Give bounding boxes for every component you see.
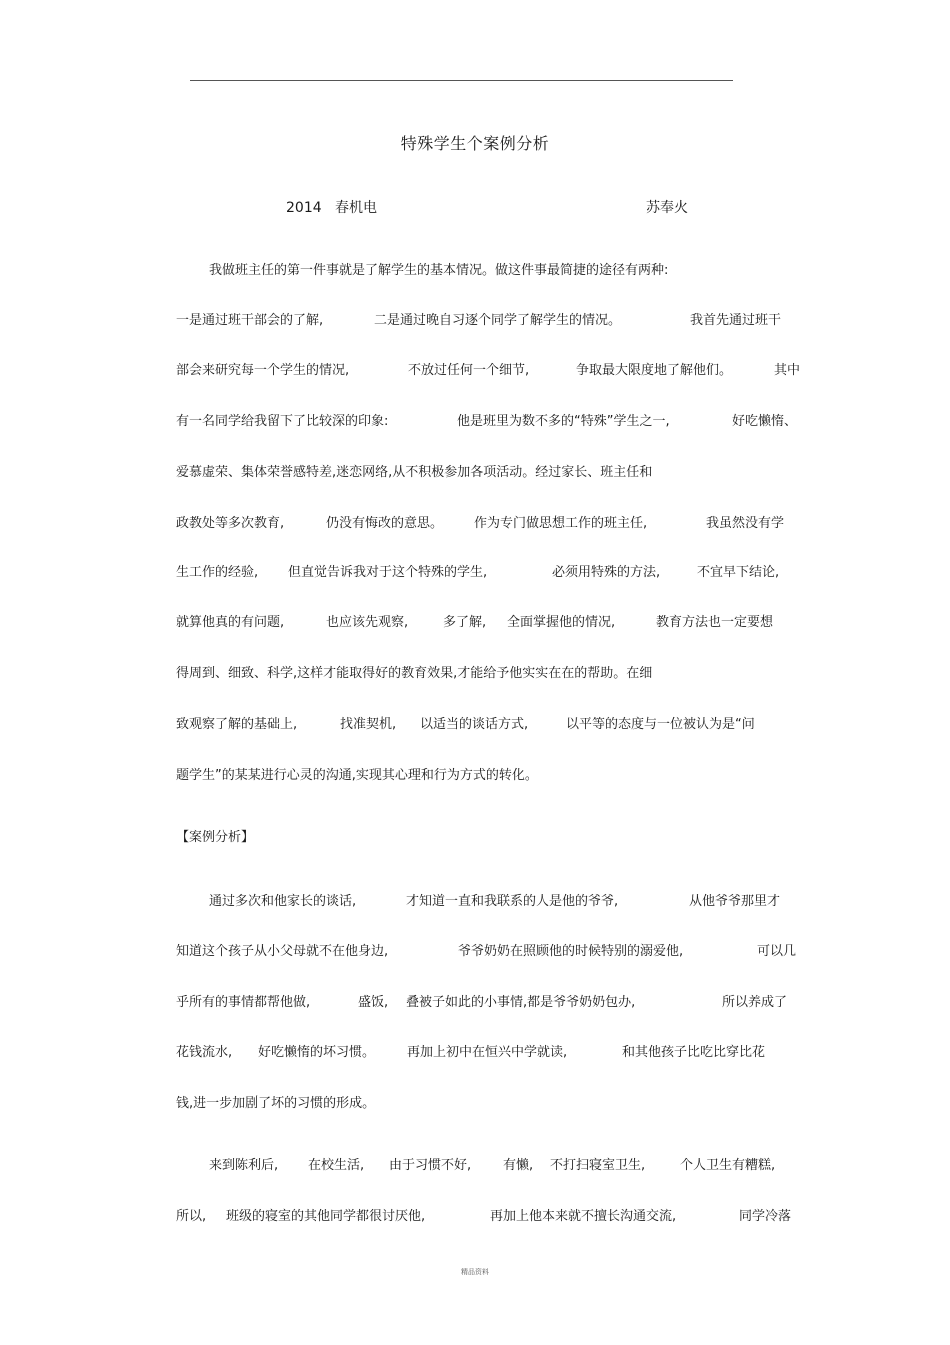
text-segment: 不打扫寝室卫生, — [550, 1158, 646, 1173]
document-title: 特殊学生个案例分析 — [400, 134, 550, 153]
text-segment: 以适当的谈话方式, — [420, 717, 529, 732]
text-segment: 教育方法也一定要想 — [656, 615, 774, 630]
text-segment: 可以几 — [757, 944, 797, 959]
text-segment: 找准契机, — [340, 717, 397, 732]
text-segment: 爱慕虚荣、集体荣誉感特差,迷恋网络,从不积极参加各项活动。经过家长、班主任和 — [176, 465, 653, 480]
page-footer: 精品资料 — [461, 1268, 489, 1276]
text-segment: 所以, — [176, 1209, 207, 1224]
text-segment: 生工作的经验, — [176, 565, 259, 580]
text-segment: 花钱流水, — [176, 1045, 233, 1060]
text-segment: 好吃懒惰的坏习惯。 — [258, 1045, 376, 1060]
text-segment: 叠被子如此的小事情,都是爷爷奶奶包办, — [406, 995, 636, 1010]
text-segment: 由于习惯不好, — [389, 1158, 472, 1173]
text-segment: 乎所有的事情都帮他做, — [176, 995, 311, 1010]
text-segment: 全面掌握他的情况, — [507, 615, 616, 630]
text-segment: 题学生”的某某进行心灵的沟通,实现其心理和行为方式的转化。 — [176, 768, 538, 783]
text-segment: 不宜早下结论, — [697, 565, 780, 580]
text-segment: 通过多次和他家长的谈话, — [209, 894, 357, 909]
text-segment: 我做班主任的第一件事就是了解学生的基本情况。做这件事最简捷的途径有两种: — [209, 263, 669, 278]
text-segment: 才知道一直和我联系的人是他的爷爷, — [406, 894, 619, 909]
header-rule — [190, 80, 733, 81]
text-segment: 作为专门做思想工作的班主任, — [474, 516, 648, 531]
text-segment: 同学冷落 — [739, 1209, 792, 1224]
byline-class: 2014 春机电 — [286, 200, 377, 216]
text-segment: 必须用特殊的方法, — [552, 565, 661, 580]
text-segment: 致观察了解的基础上, — [176, 717, 298, 732]
text-segment: 以平等的态度与一位被认为是“问 — [566, 717, 755, 732]
text-segment: 个人卫生有糟糕, — [680, 1158, 776, 1173]
text-segment: 钱,进一步加剧了坏的习惯的形成。 — [176, 1096, 376, 1111]
text-segment: 仍没有悔改的意思。 — [326, 516, 444, 531]
text-segment: 部会来研究每一个学生的情况, — [176, 363, 350, 378]
text-segment: 我首先通过班干 — [690, 313, 782, 328]
byline-author: 苏奉火 — [646, 200, 688, 216]
text-segment: 但直觉告诉我对于这个特殊的学生, — [288, 565, 488, 580]
text-segment: 有一名同学给我留下了比较深的印象: — [176, 414, 389, 429]
text-segment: 和其他孩子比吃比穿比花 — [622, 1045, 766, 1060]
text-segment: 从他爷爷那里才 — [689, 894, 781, 909]
text-segment: 我虽然没有学 — [706, 516, 785, 531]
text-segment: 盛饭, — [358, 995, 389, 1010]
text-segment: 得周到、细致、科学,这样才能取得好的教育效果,才能给予他实实在在的帮助。在细 — [176, 666, 653, 681]
text-segment: 班级的寝室的其他同学都很讨厌他, — [226, 1209, 426, 1224]
text-segment: 再加上初中在恒兴中学就读, — [407, 1045, 568, 1060]
text-segment: 爷爷奶奶在照顾他的时候特别的溺爱他, — [458, 944, 684, 959]
text-segment: 好吃懒惰、 — [732, 414, 798, 429]
text-segment: 所以养成了 — [722, 995, 788, 1010]
text-segment: 政教处等多次教育, — [176, 516, 285, 531]
text-segment: 【案例分析】 — [176, 830, 255, 845]
text-segment: 再加上他本来就不擅长沟通交流, — [490, 1209, 677, 1224]
text-segment: 知道这个孩子从小父母就不在他身边, — [176, 944, 389, 959]
text-segment: 他是班里为数不多的“特殊”学生之一, — [457, 414, 670, 429]
text-segment: 一是通过班干部会的了解, — [176, 313, 324, 328]
text-segment: 来到陈利后, — [209, 1158, 279, 1173]
text-segment: 不放过任何一个细节, — [408, 363, 530, 378]
text-segment: 在校生活, — [308, 1158, 365, 1173]
text-segment: 就算他真的有问题, — [176, 615, 285, 630]
text-segment: 其中 — [774, 363, 801, 378]
text-segment: 争取最大限度地了解他们。 — [576, 363, 733, 378]
text-segment: 有懒, — [503, 1158, 534, 1173]
text-segment: 也应该先观察, — [326, 615, 409, 630]
text-segment: 多了解, — [443, 615, 487, 630]
text-segment: 二是通过晚自习逐个同学了解学生的情况。 — [374, 313, 622, 328]
